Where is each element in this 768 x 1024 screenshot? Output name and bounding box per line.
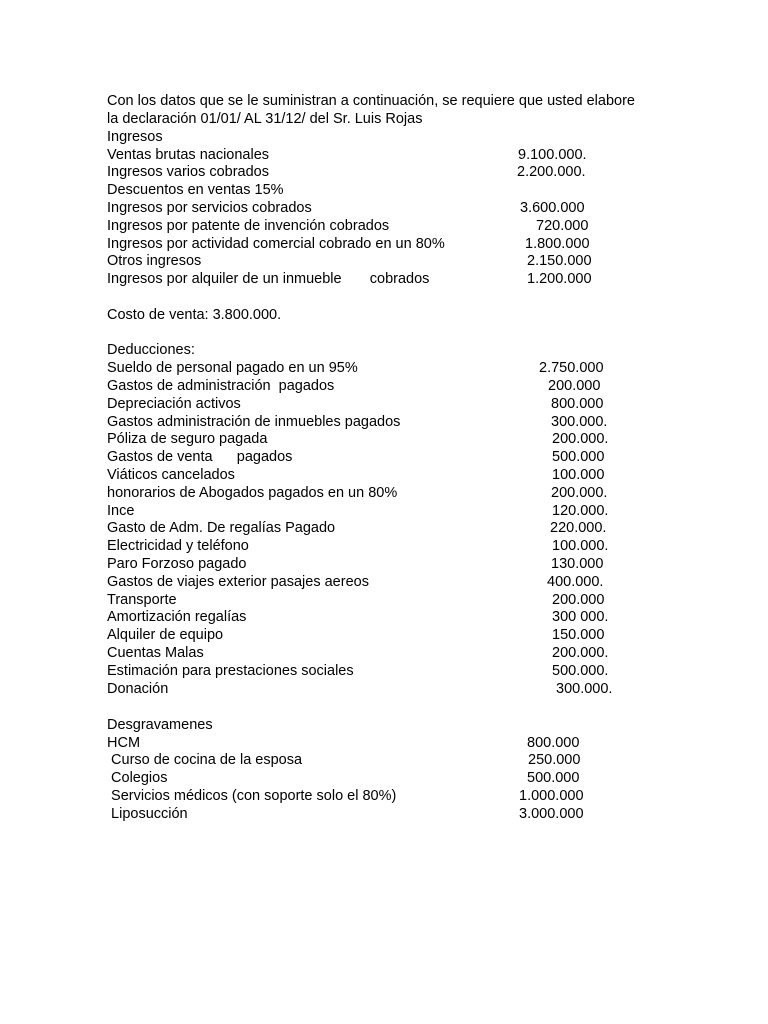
deducciones-item-label: Donación [107, 681, 169, 697]
deducciones-item-value: 800.000 [551, 396, 604, 412]
deducciones-item-label: Póliza de seguro pagada [107, 431, 268, 447]
ingresos-item-label: Ingresos por servicios cobrados [107, 200, 312, 216]
deducciones-item-value: 120.000. [552, 503, 609, 519]
deducciones-item-value: 100.000 [552, 467, 605, 483]
deducciones-item-label: Gasto de Adm. De regalías Pagado [107, 520, 336, 536]
ingresos-heading: Ingresos [107, 129, 163, 145]
deducciones-heading: Deducciones: [107, 342, 195, 358]
deducciones-item-value: 2.750.000 [539, 360, 604, 376]
desgravamenes-item-label: Colegios [107, 770, 168, 786]
deducciones-item-value: 200.000. [552, 431, 609, 447]
ingresos-item-label: Otros ingresos [107, 253, 202, 269]
deducciones-item-label: Amortización regalías [107, 609, 247, 625]
ingresos-item-label: Ingresos por actividad comercial cobrado en un 80% [107, 236, 445, 252]
ingresos-item-label: Ventas brutas nacionales [107, 147, 270, 163]
deducciones-item-label: Gastos de administración pagados [107, 378, 335, 394]
deducciones-item-value: 200.000 [548, 378, 601, 394]
desgravamenes-item-label: Servicios médicos (con soporte solo el 80%) [107, 788, 397, 804]
ingresos-item-value: 9.100.000. [518, 147, 587, 163]
deducciones-item-label: Gastos administración de inmuebles pagados [107, 414, 401, 430]
deducciones-item-label: Sueldo de personal pagado en un 95% [107, 360, 358, 376]
costo-de-venta: Costo de venta: 3.800.000. [107, 307, 282, 323]
intro-line-2: la declaración 01/01/ AL 31/12/ del Sr. Luis Rojas [107, 111, 423, 127]
ingresos-item-label: Ingresos varios cobrados [107, 164, 269, 180]
deducciones-item-label: Alquiler de equipo [107, 627, 224, 643]
deducciones-item-value: 130.000 [551, 556, 604, 572]
deducciones-item-value: 100.000. [552, 538, 609, 554]
ingresos-item-value: 720.000 [536, 218, 589, 234]
desgravamenes-item-value: 800.000 [527, 735, 580, 751]
deducciones-item-label: Ince [107, 503, 135, 519]
deducciones-item-label: Estimación para prestaciones sociales [107, 663, 354, 679]
desgravamenes-item-label: Curso de cocina de la esposa [107, 752, 303, 768]
deducciones-item-value: 300.000. [551, 414, 608, 430]
ingresos-item-label: Ingresos por alquiler de un inmueble cobrados [107, 271, 430, 287]
desgravamenes-heading: Desgravamenes [107, 717, 213, 733]
ingresos-item-value: 3.600.000 [520, 200, 585, 216]
deducciones-item-value: 500.000 [552, 449, 605, 465]
desgravamenes-item-label: HCM [107, 735, 141, 751]
deducciones-item-value: 200.000 [552, 592, 605, 608]
ingresos-item-value: 2.200.000. [517, 164, 586, 180]
deducciones-item-value: 220.000. [550, 520, 607, 536]
intro-line-1: Con los datos que se le suministran a continuación, se requiere que usted elabore [107, 93, 635, 109]
desgravamenes-item-label: Liposucción [107, 806, 188, 822]
deducciones-item-value: 200.000. [552, 645, 609, 661]
ingresos-item-value: 1.800.000 [525, 236, 590, 252]
deducciones-item-label: Electricidad y teléfono [107, 538, 249, 554]
deducciones-item-value: 150.000 [552, 627, 605, 643]
deducciones-item-value: 500.000. [552, 663, 609, 679]
desgravamenes-item-value: 1.000.000 [519, 788, 584, 804]
deducciones-item-label: Viáticos cancelados [107, 467, 235, 483]
deducciones-item-value: 400.000. [547, 574, 604, 590]
deducciones-item-value: 300.000. [556, 681, 613, 697]
ingresos-item-label: Descuentos en ventas 15% [107, 182, 284, 198]
deducciones-item-label: Cuentas Malas [107, 645, 204, 661]
deducciones-item-label: Gastos de venta pagados [107, 449, 293, 465]
ingresos-item-value: 2.150.000 [527, 253, 592, 269]
ingresos-item-label: Ingresos por patente de invención cobrados [107, 218, 390, 234]
deducciones-item-label: honorarios de Abogados pagados en un 80% [107, 485, 398, 501]
deducciones-item-value: 200.000. [551, 485, 608, 501]
desgravamenes-item-value: 250.000 [528, 752, 581, 768]
deducciones-item-label: Transporte [107, 592, 177, 608]
desgravamenes-item-value: 500.000 [527, 770, 580, 786]
deducciones-item-label: Paro Forzoso pagado [107, 556, 247, 572]
deducciones-item-label: Gastos de viajes exterior pasajes aereos [107, 574, 369, 590]
deducciones-item-value: 300 000. [552, 609, 609, 625]
desgravamenes-item-value: 3.000.000 [519, 806, 584, 822]
ingresos-item-value: 1.200.000 [527, 271, 592, 287]
deducciones-item-label: Depreciación activos [107, 396, 241, 412]
